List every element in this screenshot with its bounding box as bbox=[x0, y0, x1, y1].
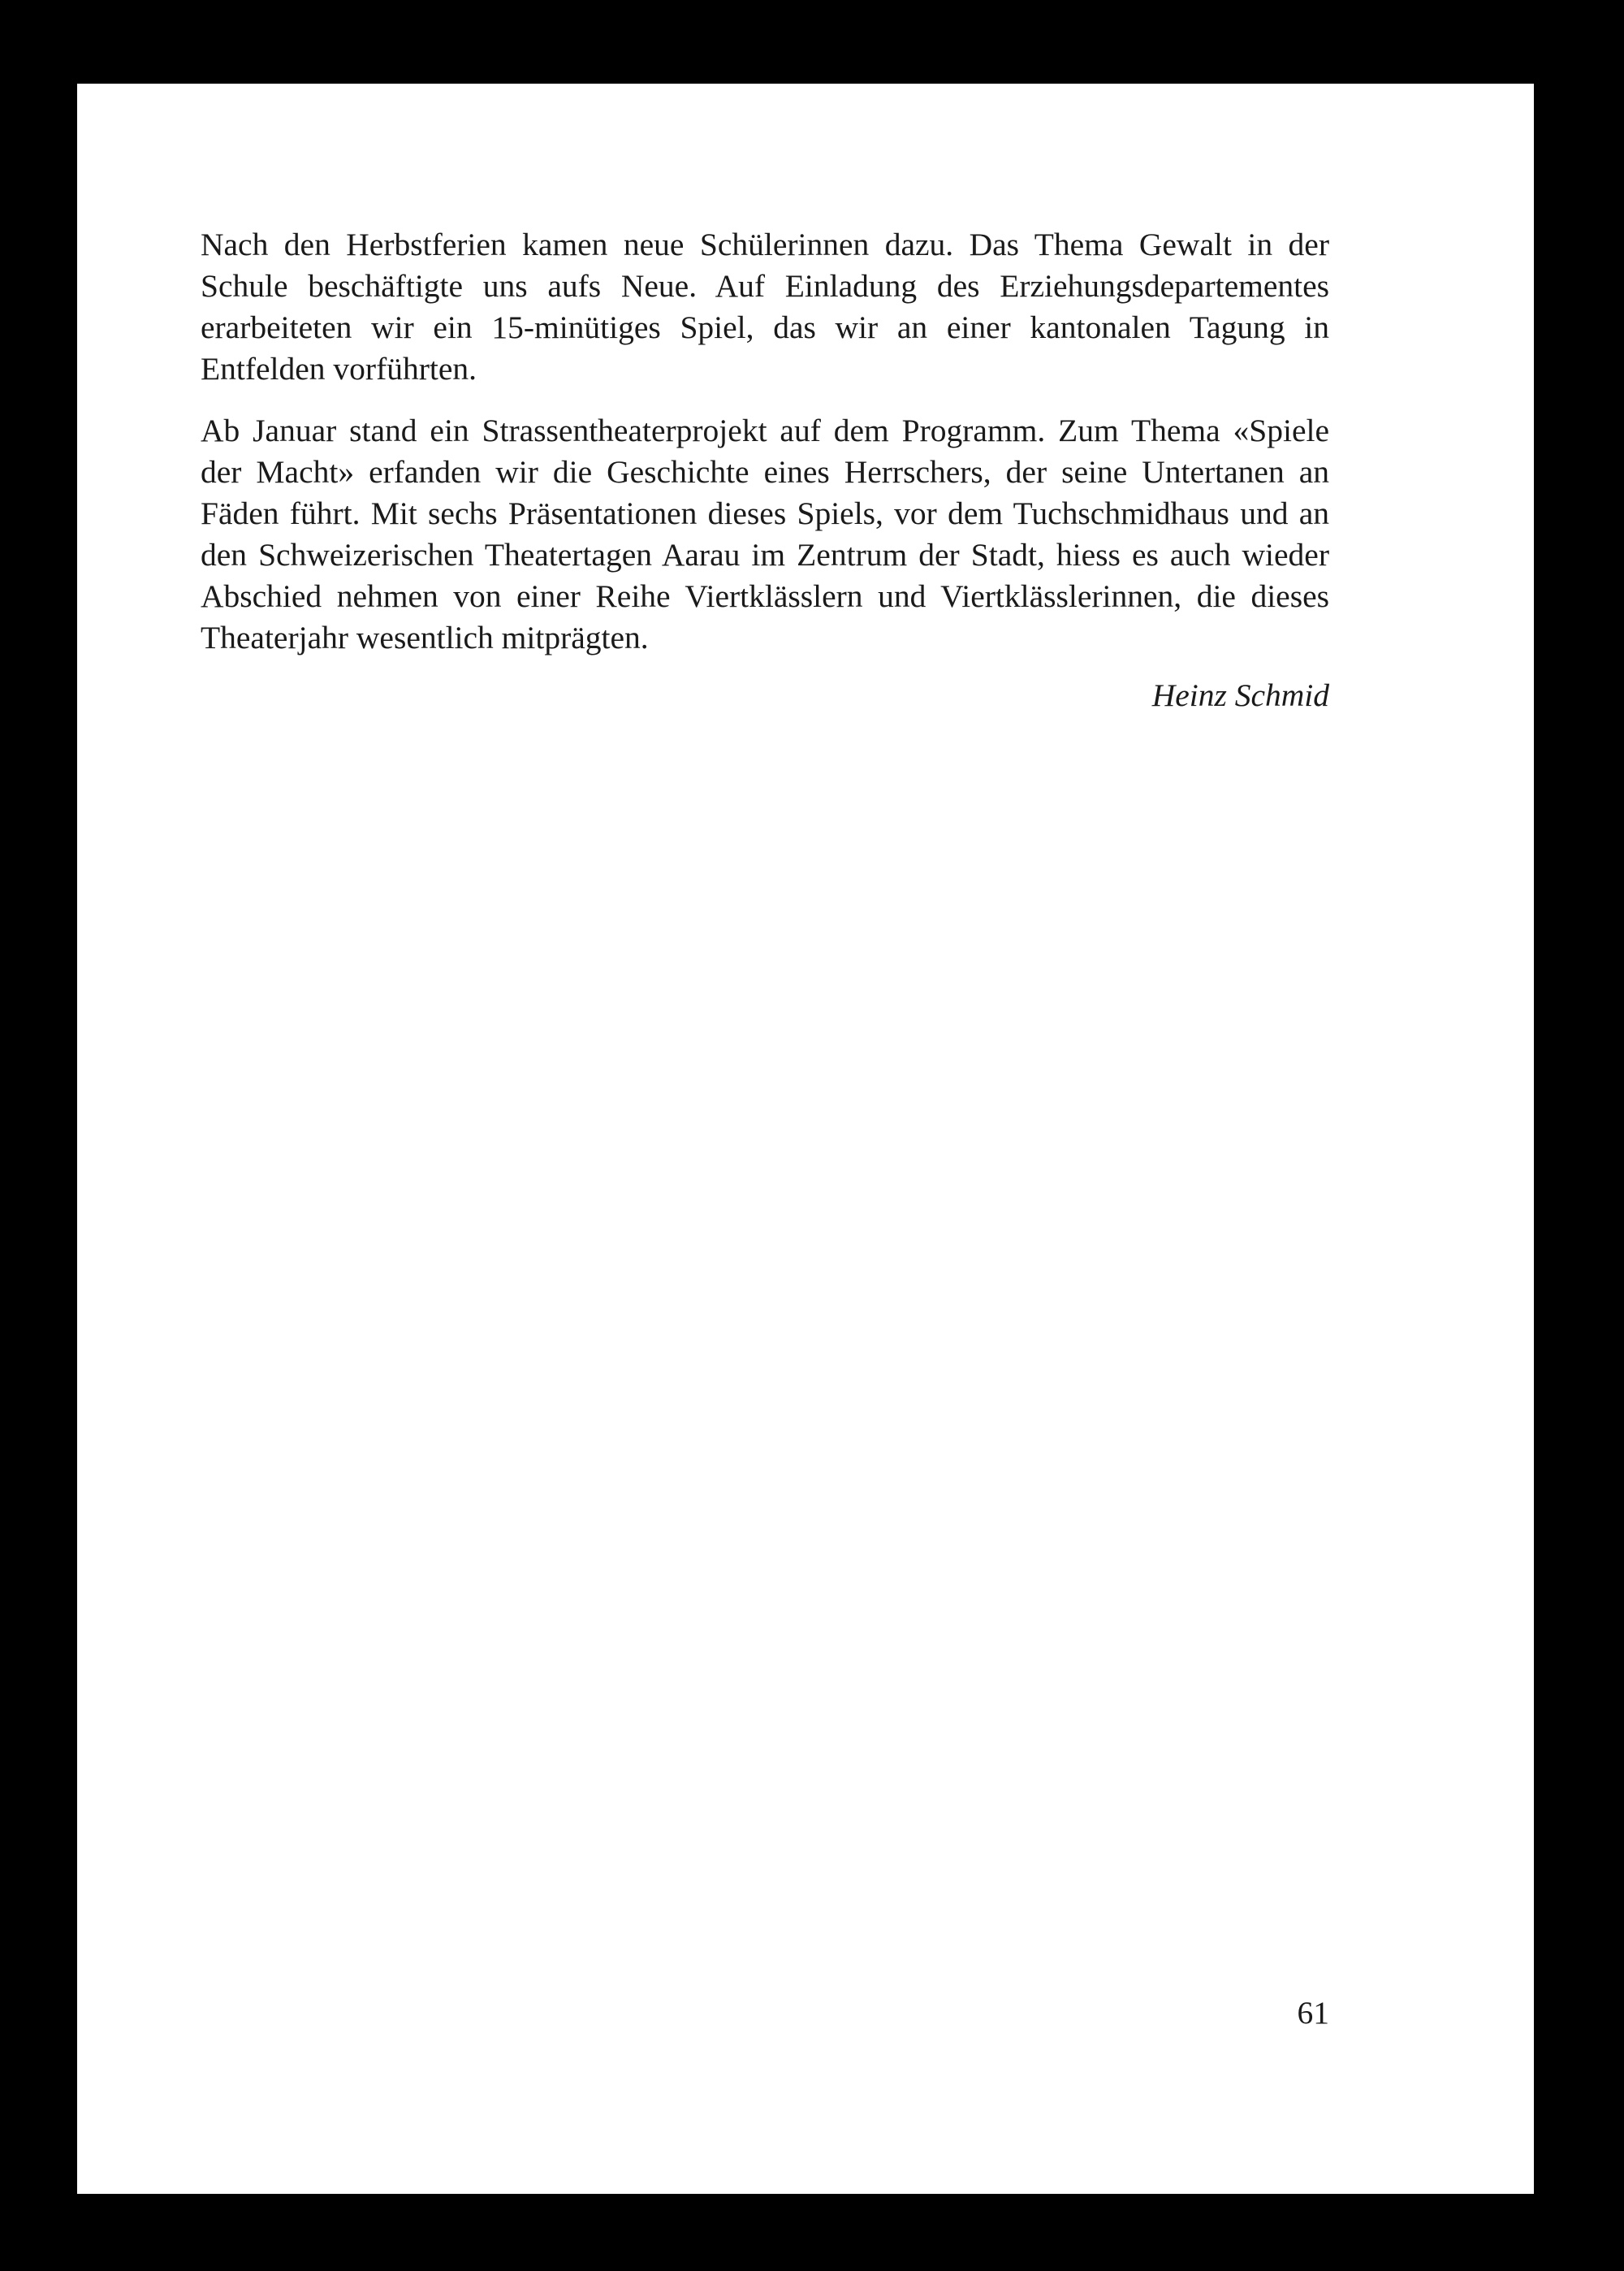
document-page bbox=[77, 84, 1534, 2194]
body-text bbox=[201, 224, 1329, 679]
paragraph-2: Ab Januar stand ein Strassentheaterprojekt auf dem Programm. Zum Thema «Spiele der Macht» erfanden wir die Geschichte eines Herrschers, der seine Untertanen an Fäden führt. Mit sechs Präsentationen dieses Spiels, vor dem Tuchschmidhaus und an den Schweizerischen Theatertagen Aarau im Zentrum der Stadt, hiess es auch wieder Abschied nehmen von einer Reihe Viertklässlern und Viertklässlerinnen, die dieses Theaterjahr wesentlich mitprägten. bbox=[201, 413, 1329, 655]
paragraph-1: Nach den Herbstferien kamen neue Schülerinnen dazu. Das Thema Gewalt in der Schule beschäftigte uns aufs Neue. Auf Einladung des Erziehungsdepartementes erarbeiteten wir ein 15-minütiges Spiel, das wir an einer kantonalen Tagung in Entfelden vorführten. bbox=[201, 227, 1329, 387]
page-number: 61 bbox=[1297, 1995, 1329, 2031]
author-signature: Heinz Schmid bbox=[1151, 677, 1329, 713]
